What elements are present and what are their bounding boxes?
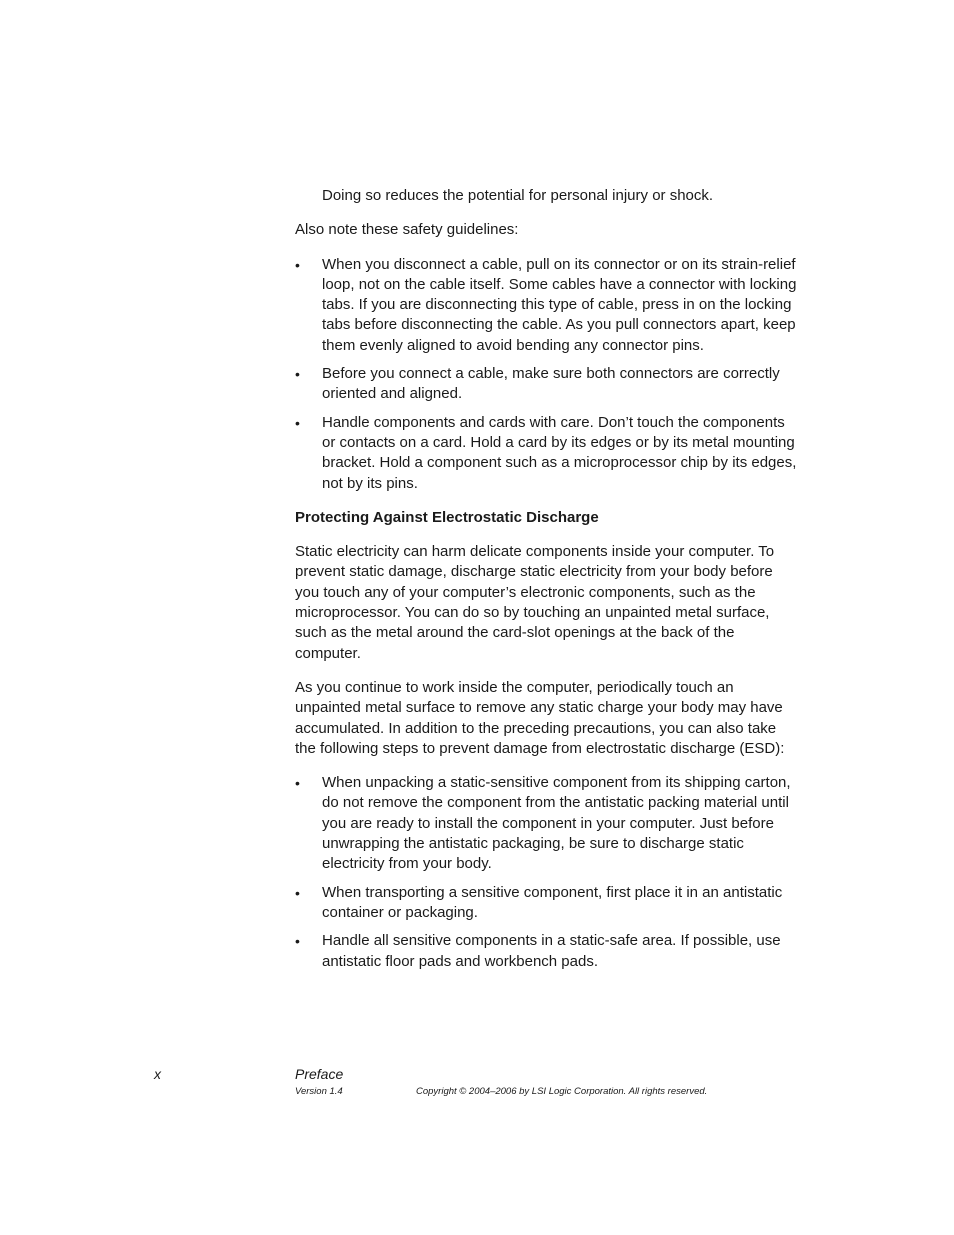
section-heading: Protecting Against Electrostatic Discharge: [295, 508, 599, 526]
footer-section-title: Preface: [295, 1066, 344, 1082]
list-item-text: Before you connect a cable, make sure both connectors are correctly oriented and aligned.: [322, 365, 780, 403]
bullet-icon: •: [295, 775, 300, 792]
list-item-text: Handle components and cards with care. Don’t touch the components or contacts on a card. Hold a card by its edges or by its metal mounting bracket. Hold a component such as a microprocessor chip by its edges, not by its pins.: [322, 413, 797, 492]
esd-paragraph-1: Static electricity can harm delicate components inside your computer. To prevent static damage, discharge static electricity from your body before you touch any of your computer’s electronic components, such as the microprocessor. You can do so by touching an unpainted metal surface, such as the metal around the card-slot openings at the back of the computer.: [295, 543, 775, 662]
list-item: [295, 255, 800, 356]
list-item: [295, 413, 800, 494]
list-item: [295, 931, 800, 972]
esd-steps-list: [295, 773, 800, 972]
guidelines-intro: Also note these safety guidelines:: [295, 221, 519, 239]
list-item: [295, 364, 800, 405]
list-item: [295, 773, 800, 874]
list-item-text: When unpacking a static-sensitive component from its shipping carton, do not remove the component from the antistatic packing material until you are ready to install the component in your computer. Just before unwrapping the antistatic packaging, be sure to discharge static electricity from your body.: [322, 774, 791, 873]
document-body: [295, 186, 800, 986]
bullet-icon: •: [295, 884, 300, 901]
esd-paragraph-2: As you continue to work inside the computer, periodically touch an unpainted metal surface to remove any static charge your body may have accumulated. In addition to the preceding precautions, you can also take the following steps to prevent damage from electrostatic discharge (ESD):: [295, 678, 785, 757]
list-item: [295, 883, 800, 924]
intro-continuation: Doing so reduces the potential for personal injury or shock.: [322, 187, 714, 204]
list-item-text: When you disconnect a cable, pull on its connector or on its strain-relief loop, not on the cable itself. Some cables have a connector with locking tabs. If you are disconnecting this type of cable, press in on the locking tabs before disconnecting the cable. As you pull connectors apart, keep them evenly aligned to avoid bending any connector pins.: [322, 255, 797, 354]
bullet-icon: •: [295, 414, 300, 431]
safety-guidelines-list: [295, 255, 800, 494]
bullet-icon: •: [295, 256, 300, 273]
list-item-text: When transporting a sensitive component, first place it in an antistatic container or packaging.: [322, 883, 783, 921]
footer-version: Version 1.4: [295, 1086, 343, 1097]
bullet-icon: •: [295, 366, 300, 383]
page-number: x: [154, 1066, 161, 1082]
bullet-icon: •: [295, 933, 300, 950]
footer-copyright: Copyright © 2004–2006 by LSI Logic Corporation. All rights reserved.: [416, 1086, 708, 1097]
list-item-text: Handle all sensitive components in a static-safe area. If possible, use antistatic floor pads and workbench pads.: [322, 932, 781, 970]
